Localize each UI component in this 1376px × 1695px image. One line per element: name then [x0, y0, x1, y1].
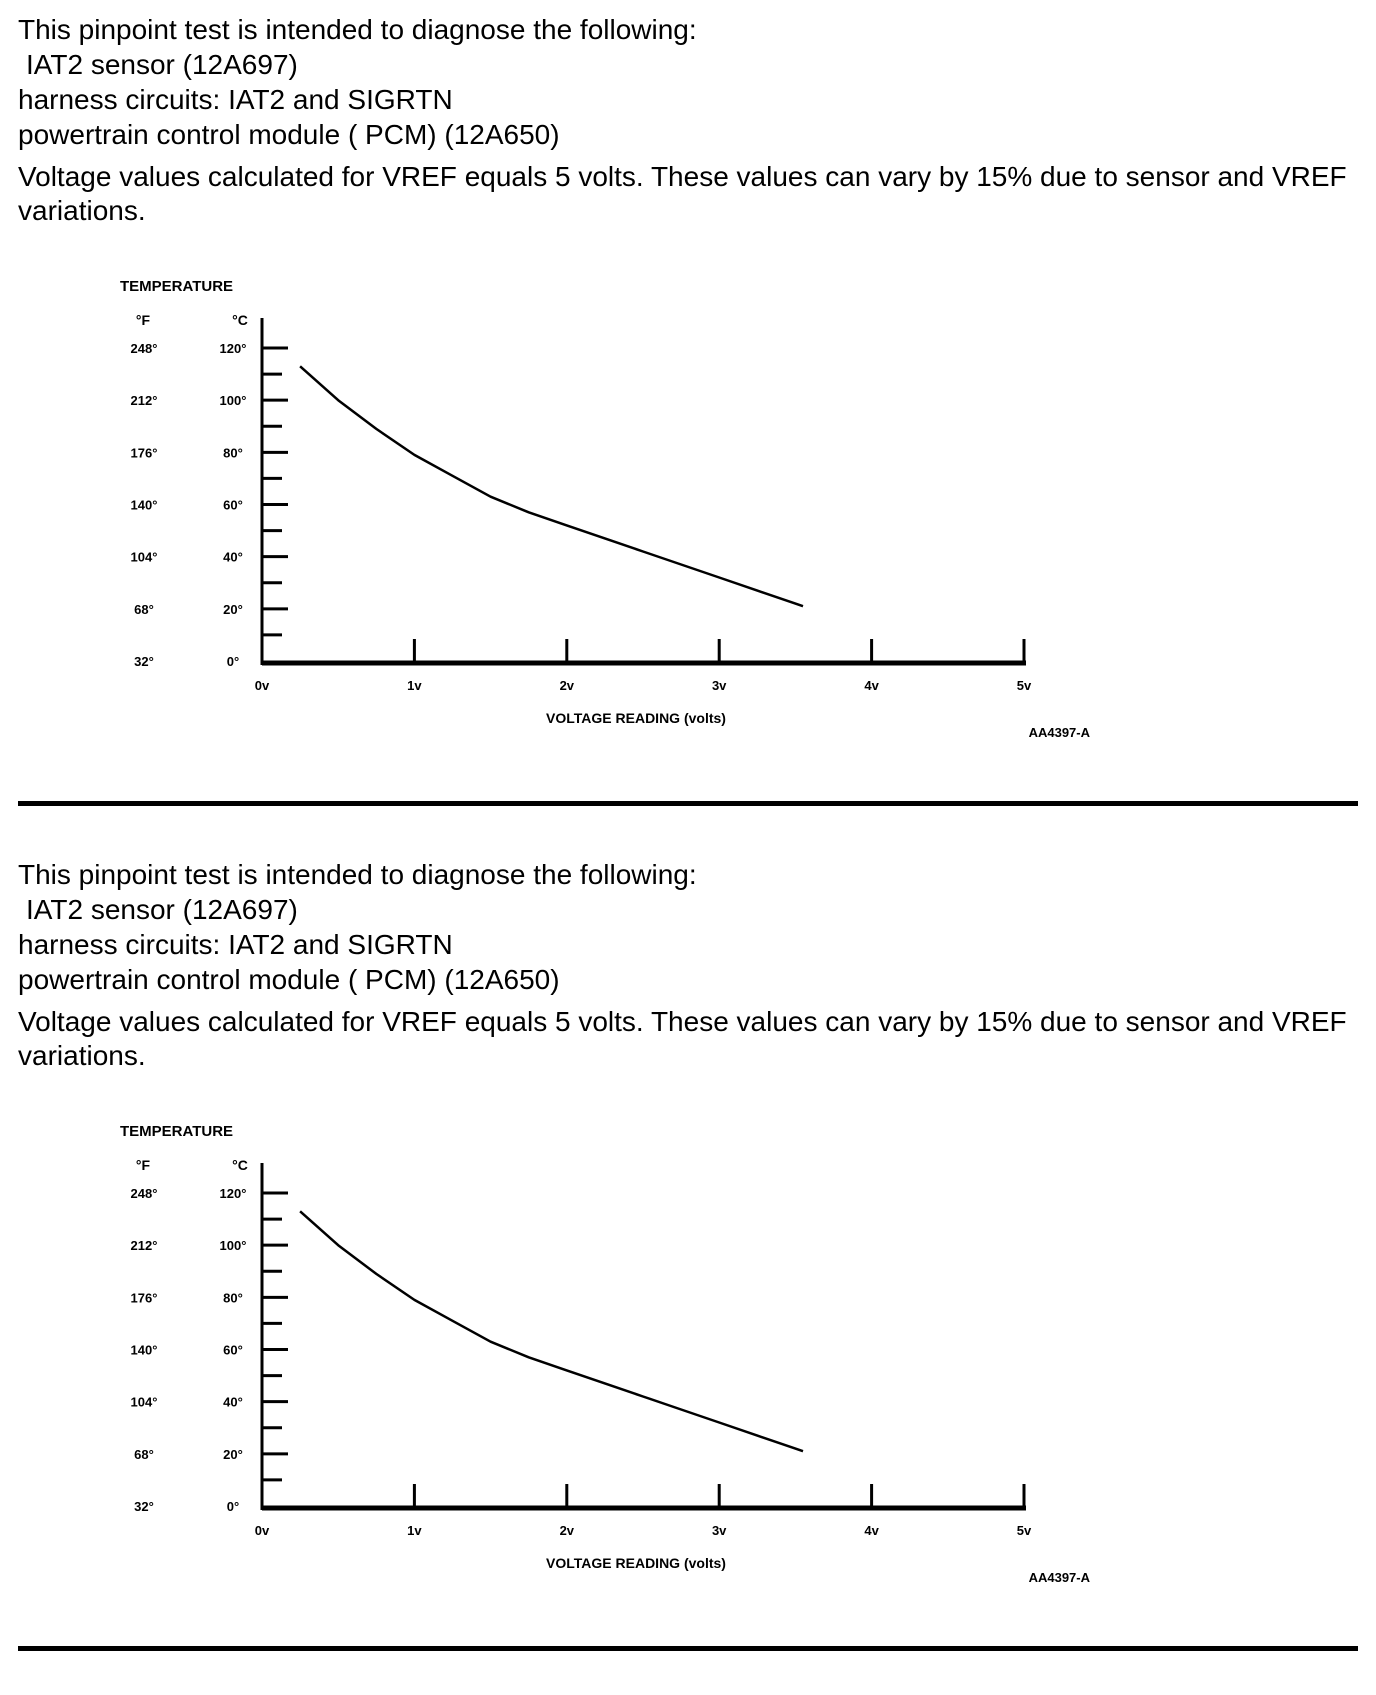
x-axis-label: VOLTAGE READING (volts): [546, 710, 726, 726]
pinpoint-section-2: [0, 845, 1376, 1695]
y-tick-label-c: 20°: [223, 601, 243, 617]
x-tick-label: 2v: [559, 1523, 575, 1538]
y-tick-label-c: 40°: [223, 549, 243, 565]
x-tick-label: 5v: [1016, 1523, 1032, 1538]
x-tick-label: 3v: [711, 678, 727, 693]
y-tick-label-f: 104°: [130, 1394, 158, 1410]
intro-line-harness: harness circuits: IAT2 and SIGRTN: [18, 84, 453, 115]
y-tick-label-f: 212°: [130, 393, 158, 409]
x-tick-label: 2v: [559, 678, 575, 693]
y-tick-label-c: 0°: [226, 654, 240, 669]
y-tick-label-f: 248°: [130, 341, 158, 356]
y-axis-heading: TEMPERATURE: [120, 1123, 234, 1140]
y-tick-label-c: 80°: [223, 1290, 243, 1306]
y-tick-label-f: 32°: [134, 654, 154, 669]
y-tick-label-f: 140°: [130, 1342, 158, 1358]
y-tick-label-c: 120°: [219, 341, 247, 356]
y-tick-label-c: 20°: [223, 1446, 243, 1462]
unit-label-c: °C: [232, 312, 248, 328]
intro-line-pcm: powertrain control module ( PCM) (12A650): [18, 964, 560, 995]
y-tick-label-c: 0°: [226, 1499, 240, 1514]
y-tick-label-f: 68°: [134, 1446, 154, 1462]
temperature-voltage-chart: [0, 845, 1376, 1695]
intro-line-sensor: IAT2 sensor (12A697): [26, 894, 298, 925]
unit-label-c: °C: [232, 1157, 248, 1173]
x-tick-label: 1v: [407, 678, 422, 693]
y-tick-label-f: 176°: [130, 445, 158, 461]
x-tick-label: 0v: [254, 678, 270, 693]
intro-voltage-note: Voltage values calculated for VREF equals 5 volts. These values can vary by 15% due to sensor and VREF variations.: [18, 161, 1347, 226]
y-tick-label-f: 248°: [130, 1186, 158, 1201]
unit-label-f: °F: [135, 1157, 151, 1173]
y-tick-label-c: 60°: [223, 1342, 243, 1358]
x-tick-label: 4v: [864, 1523, 879, 1538]
y-tick-label-f: 212°: [130, 1238, 158, 1254]
x-tick-label: 5v: [1016, 678, 1032, 693]
y-tick-label-c: 80°: [223, 445, 243, 461]
section-divider: [18, 1646, 1358, 1651]
y-tick-label-c: 120°: [219, 1186, 247, 1201]
y-tick-label-f: 32°: [134, 1499, 154, 1514]
temperature-curve: [300, 1211, 803, 1451]
intro-line-sensor: IAT2 sensor (12A697): [26, 49, 298, 80]
y-axis-heading: TEMPERATURE: [120, 278, 234, 295]
intro-line-1: This pinpoint test is intended to diagnose the following:: [18, 859, 697, 890]
intro-line-pcm: powertrain control module ( PCM) (12A650): [18, 119, 560, 150]
y-tick-label-f: 140°: [130, 497, 158, 513]
intro-line-harness: harness circuits: IAT2 and SIGRTN: [18, 929, 453, 960]
figure-id-label: AA4397-A: [1028, 725, 1090, 740]
x-tick-label: 4v: [864, 678, 879, 693]
intro-voltage-note: Voltage values calculated for VREF equals 5 volts. These values can vary by 15% due to sensor and VREF variations.: [18, 1006, 1347, 1071]
y-tick-label-f: 68°: [134, 601, 154, 617]
x-tick-label: 1v: [407, 1523, 422, 1538]
y-tick-label-f: 176°: [130, 1290, 158, 1306]
y-tick-label-c: 60°: [223, 497, 243, 513]
x-axis-label: VOLTAGE READING (volts): [546, 1555, 726, 1571]
y-tick-label-c: 40°: [223, 1394, 243, 1410]
figure-id-label: AA4397-A: [1028, 1570, 1090, 1585]
section-divider: [18, 801, 1358, 806]
x-tick-label: 3v: [711, 1523, 727, 1538]
y-tick-label-c: 100°: [219, 1238, 247, 1254]
y-tick-label-f: 104°: [130, 549, 158, 565]
x-tick-label: 0v: [254, 1523, 270, 1538]
y-tick-label-c: 100°: [219, 393, 247, 409]
intro-line-1: This pinpoint test is intended to diagnose the following:: [18, 14, 697, 45]
unit-label-f: °F: [135, 312, 151, 328]
temperature-curve: [300, 366, 803, 606]
